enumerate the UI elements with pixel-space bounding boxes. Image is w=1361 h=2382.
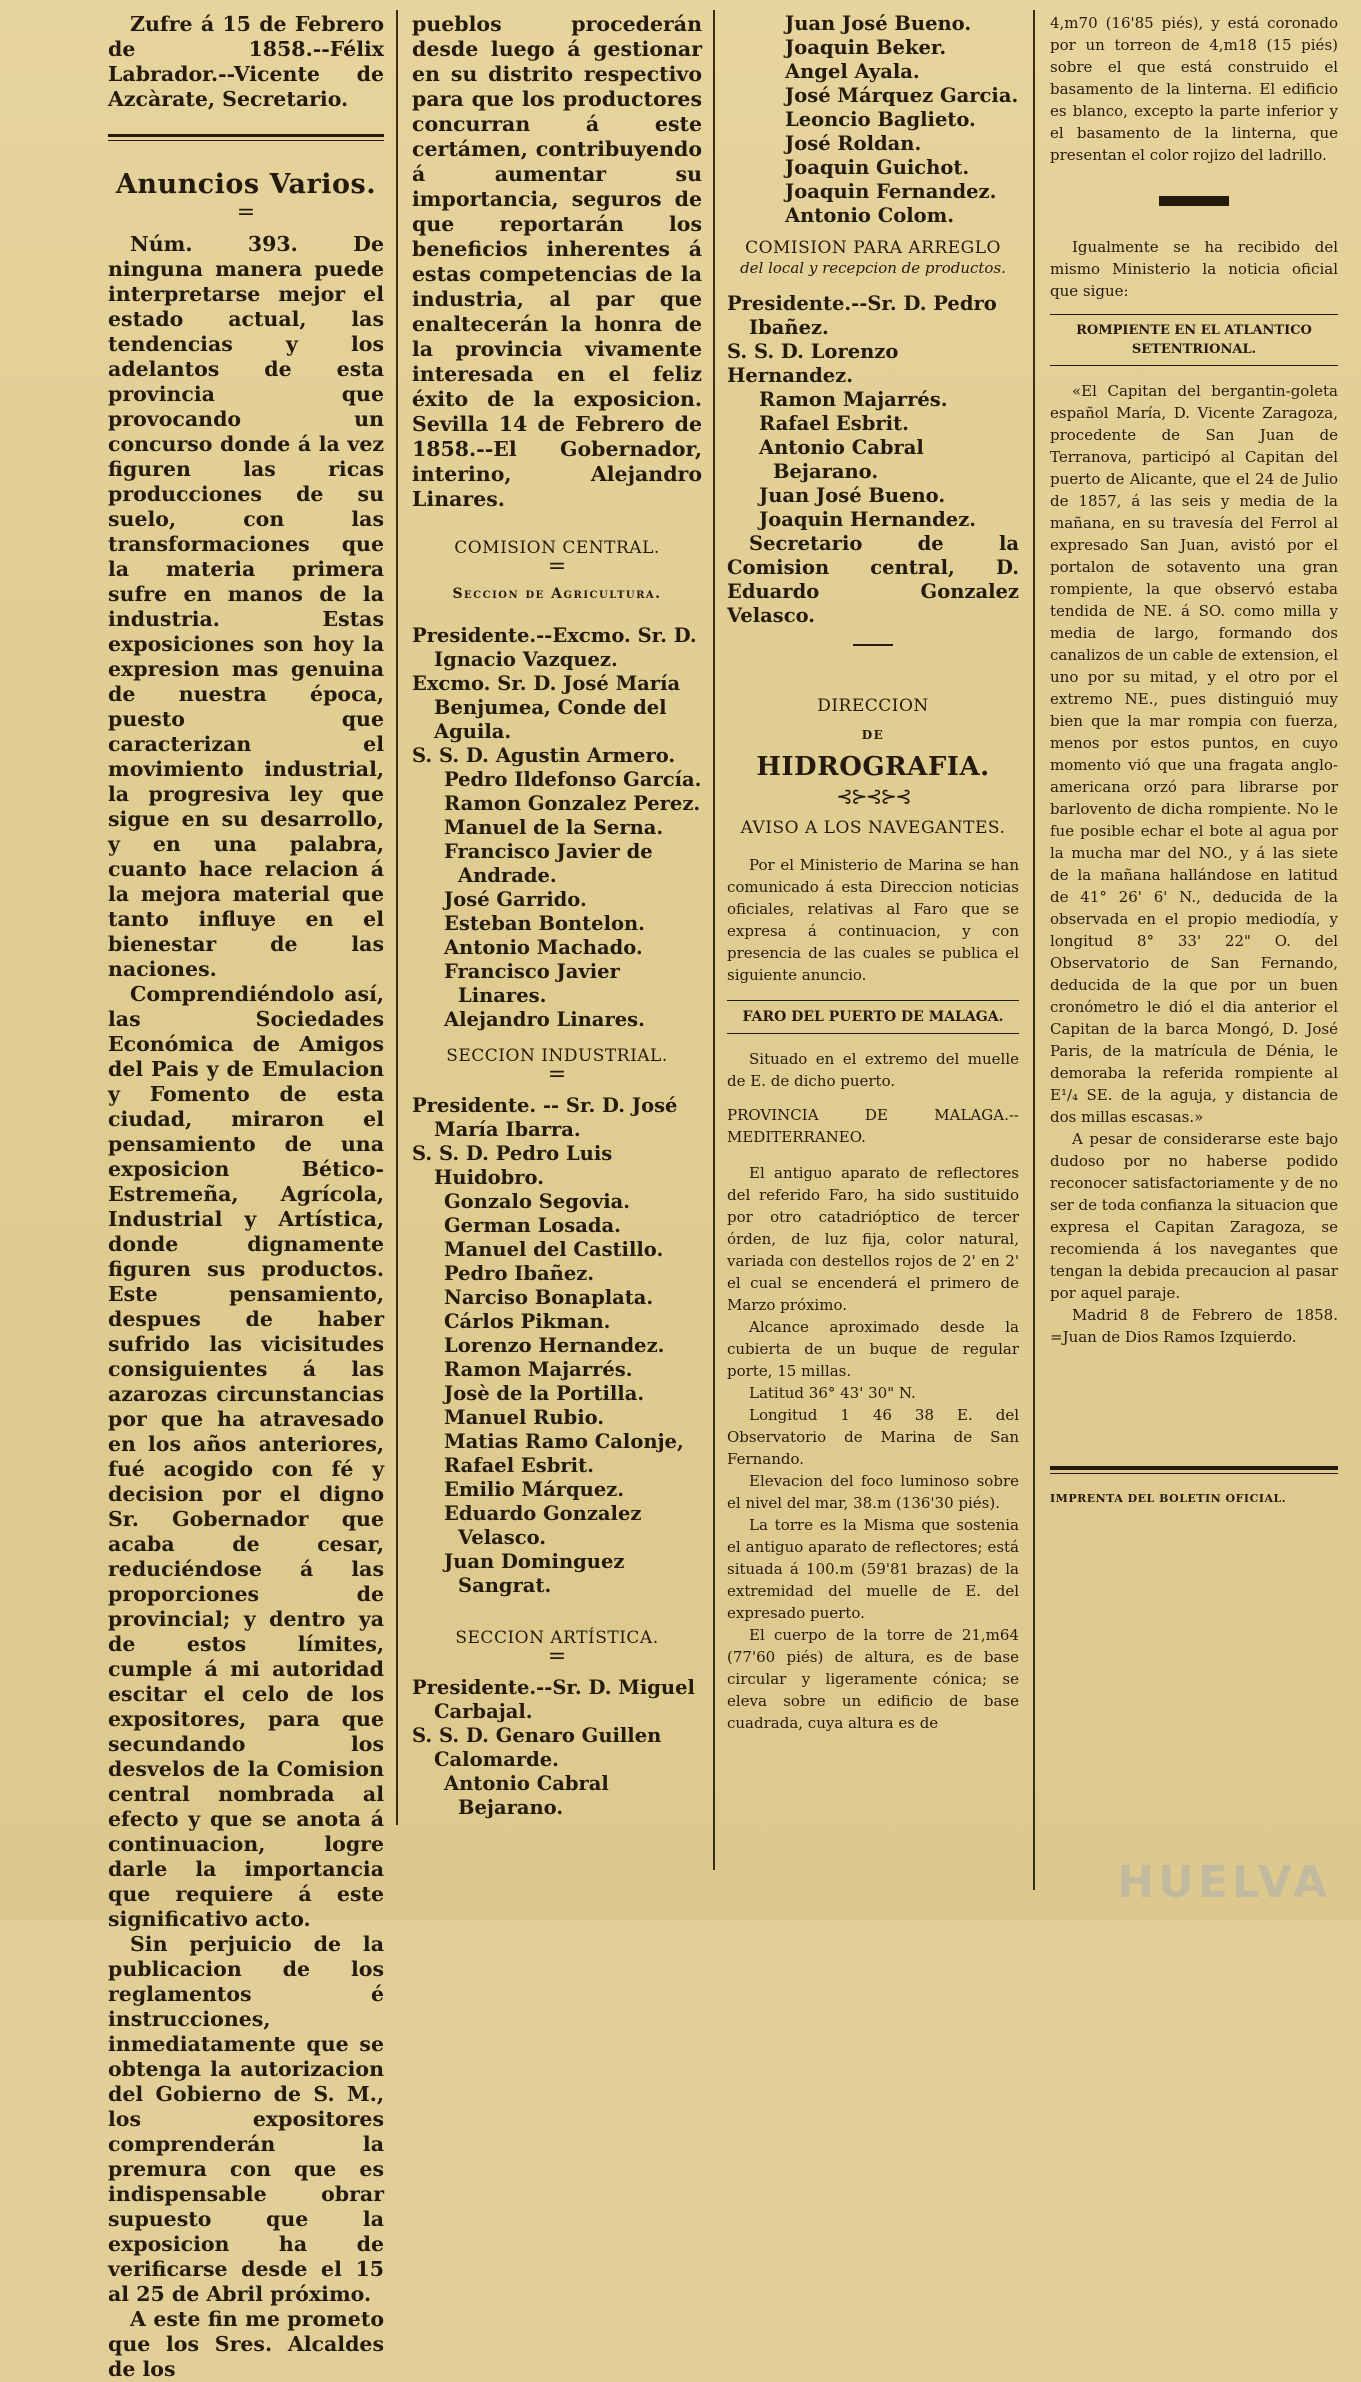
- list-item: Pedro Ildefonso García.: [444, 768, 702, 791]
- list-item: Ramon Majarrés.: [444, 1358, 633, 1381]
- divider: [727, 1033, 1019, 1034]
- list-item: Joaquin Guichot.: [785, 156, 970, 179]
- list-item: Gonzalo Segovia.: [444, 1190, 631, 1213]
- list-item: Eduardo Gonzalez Velasco.: [444, 1502, 642, 1549]
- agricultura-ssd: S. S. D. Agustin Armero.: [412, 744, 676, 767]
- divider: [108, 134, 384, 137]
- imprenta-line: IMPRENTA DEL BOLETIN OFICIAL.: [1050, 1492, 1287, 1505]
- list-item: Alejandro Linares.: [444, 1008, 645, 1031]
- industrial-members-list: [412, 1190, 702, 1598]
- arreglo-president: Presidente.--Sr. D. Pedro Ibañez.: [727, 292, 997, 339]
- faro-situado: Situado en el extremo del muelle de E. de dicho puerto.: [727, 1050, 1019, 1090]
- list-item: Joaquin Hernandez.: [759, 508, 977, 531]
- faro-alcance: Alcance aproximado desde la cubierta de un buque de regular porte, 15 millas.: [727, 1318, 1019, 1380]
- industrial-president: Presidente. -- Sr. D. José María Ibarra.: [412, 1094, 678, 1141]
- artistica-president: Presidente.--Sr. D. Miguel Carbajal.: [412, 1676, 695, 1723]
- list-item: Matias Ramo Calonje,: [444, 1430, 684, 1453]
- divider: [1050, 365, 1338, 366]
- list-item: Francisco Javier de Andrade.: [444, 840, 653, 887]
- list-item: Pedro Ibañez.: [444, 1262, 595, 1285]
- list-item: Lorenzo Hernandez.: [444, 1334, 665, 1357]
- list-item: Manuel Rubio.: [444, 1406, 605, 1429]
- divider: [1050, 314, 1338, 315]
- footer-rule-thin: [1050, 1473, 1338, 1474]
- short-rule: [853, 644, 893, 646]
- list-item: Manuel de la Serna.: [444, 816, 664, 839]
- aviso-title: AVISO A LOS NAVEGANTES.: [740, 818, 1006, 838]
- list-item: Cárlos Pikman.: [444, 1310, 611, 1333]
- anuncio-paragraph-2: Comprendiéndolo así, las Sociedades Económica de Amigos del Pais y de Emulacion y Fomento de esta ciudad, miraron el pensamiento de una exposicion Bético-Estremeña, Agrícola, Industrial y Artística, donde dignamente figuren sus productos. Este pensamiento, despues de haber sufrido las vicisitudes consiguientes á las azarozas circunstancias por que ha atravesado en los años anteriores, fué acogido con fé y decision por el digno Sr. Gobernador que acaba de cesar, reduciéndose á las proporciones de provincial; y dentro ya de estos límites, cumple á mi autoridad escitar el celo de los expositores, para que secundando los desvelos de la Comision central nombrada al efecto y que se anota á continuacion, logre darle la importancia que requiere á este significativo acto.: [108, 982, 384, 1931]
- comision-arreglo-subtitle: del local y recepcion de productos.: [740, 259, 1006, 277]
- faro-cuerpo: El cuerpo de la torre de 21,m64 (77'60 piés) de altura, es de base circular y ligeramente cónica; se eleva sobre un edificio de base cuadrada, cuya altura es de: [727, 1626, 1019, 1732]
- list-item: Joaquin Fernandez.: [785, 180, 997, 203]
- archive-watermark: [1061, 1852, 1331, 1912]
- agricultura-president: Presidente.--Excmo. Sr. D. Ignacio Vazquez.: [412, 624, 697, 671]
- aviso-intro: Por el Ministerio de Marina se han comunicado á esta Direccion noticias oficiales, relativas al Faro que se expresa á continuacion, y con presencia de las cuales se publica el siguiente anuncio.: [727, 856, 1019, 984]
- faro-torre: La torre es la Misma que sostenia el antiguo aparato de reflectores; está situada á 100.m (59'81 brazas) de la extremidad del muelle de E. del expresado puerto.: [727, 1516, 1019, 1622]
- madrid-signature: Madrid 8 de Febrero de 1858. =Juan de Dios Ramos Izquierdo.: [1050, 1306, 1338, 1346]
- hidrografia-title: HIDROGRAFIA.: [756, 752, 990, 782]
- faro-title: FARO DEL PUERTO DE MALAGA.: [742, 1009, 1004, 1025]
- column-4: [1050, 12, 1338, 1505]
- list-item: Antonio Machado.: [444, 936, 643, 959]
- list-item: Ramon Gonzalez Perez.: [444, 792, 701, 815]
- list-item: José Márquez Garcia.: [785, 84, 1019, 107]
- list-item: German Losada.: [444, 1214, 621, 1237]
- column-rule-1: [396, 10, 398, 1825]
- comision-central-title: COMISION CENTRAL.: [454, 538, 660, 558]
- column-rule-2: [713, 10, 715, 1870]
- agricultura-members-list: [412, 768, 702, 1032]
- list-item: José Garrido.: [444, 888, 587, 911]
- double-rule: =: [547, 1062, 567, 1087]
- watermark-text: HUELVA: [1117, 1857, 1331, 1908]
- agricultura-member-conde: Excmo. Sr. D. José María Benjumea, Conde del Aguila.: [412, 672, 681, 743]
- arreglo-members-list: [727, 388, 1019, 532]
- comision-arreglo-title: COMISION PARA ARREGLO: [745, 238, 1001, 258]
- igualmente-note: Igualmente se ha recibido del mismo Ministerio la noticia oficial que sigue:: [1050, 238, 1338, 300]
- list-item: Narciso Bonaplata.: [444, 1286, 654, 1309]
- list-item: Antonio Colom.: [785, 204, 955, 227]
- anuncio-paragraph-continued: pueblos procederán desde luego á gestionar en su distrito respectivo para que los productores concurran á este certámen, contribuyendo á aumentar su importancia, seguros de que reportarán los beneficios inherentes á estas competencias de la industria, al par que enaltecerán la honra de la provincia vivamente interesada en el feliz éxito de la exposicion. Sevilla 14 de Febrero de 1858.--El Gobernador, interino, Alejandro Linares.: [412, 12, 702, 511]
- list-item: Rafael Esbrit.: [444, 1454, 594, 1477]
- column-rule-3: [1033, 10, 1035, 1890]
- arreglo-secretario: Secretario de la Comision central, D. Eduardo Gonzalez Velasco.: [727, 532, 1019, 627]
- column-3: [727, 12, 1019, 1734]
- artistica-members-list: [727, 12, 1019, 228]
- footer-rule: [1050, 1466, 1338, 1470]
- arreglo-ssd: S. S. D. Lorenzo Hernandez.: [727, 340, 899, 387]
- column-2: [412, 12, 702, 1820]
- ornament-icon: ⊰⊱⊰⊱⊰: [836, 784, 910, 808]
- list-item: Josè de la Portilla.: [444, 1382, 645, 1405]
- anuncio-paragraph-4: A este fin me prometo que los Sres. Alcaldes de los: [108, 2307, 384, 2381]
- zufre-signature: Zufre á 15 de Febrero de 1858.--Félix Labrador.--Vicente de Azcàrate, Secretario.: [108, 12, 384, 111]
- list-item: Esteban Bontelon.: [444, 912, 645, 935]
- seccion-agricultura-title: Seccion de Agricultura.: [452, 586, 662, 602]
- faro-paragraph-1: El antiguo aparato de reflectores del referido Faro, ha sido sustituido por otro catadrióptico de tercer órden, de luz fija, color natural, variada con destellos rojos de 2' en 2' el cual se encenderá el primero de Marzo próximo.: [727, 1164, 1019, 1314]
- artistica-ssd: S. S. D. Genaro Guillen Calomarde.: [412, 1724, 662, 1771]
- rompiente-paragraph-2: A pesar de considerarse este bajo dudoso por no haberse podido reconocer satisfactoriamente y de no ser de toda confianza la situacion que expresa el Capitan Zaragoza, se recomienda á los navegantes que tengan la debida precaucion al pasar por aquel paraje.: [1050, 1130, 1338, 1302]
- list-item: Antonio Cabral Bejarano.: [444, 1772, 609, 1819]
- list-item: Leoncio Baglieto.: [785, 108, 976, 131]
- anuncio-paragraph-1: Núm. 393. De ninguna manera puede interpretarse mejor el estado actual, las tendencias y los adelantos de esta provincia que provocando un concurso donde á la vez figuren las ricas producciones de su suelo, con las transformaciones que la materia primera sufre en manos de la industria. Estas exposiciones son hoy la expresion mas genuina de nuestra época, puesto que caracterizan el movimiento industrial, la progresiva ley que sigue en su desarrollo, y en una palabra, cuanto hace relacion á la mejora material que tanto influye en el bienestar de las naciones.: [108, 232, 384, 981]
- section-bar: [1159, 196, 1229, 206]
- anuncio-paragraph-3: Sin perjuicio de la publicacion de los reglamentos é instrucciones, inmediatamente que se obtenga la autorizacion del Gobierno de S. M., los expositores comprenderán la premura con que es indispensable obrar supuesto que la exposicion ha de verificarse desde el 15 al 25 de Abril próximo.: [108, 1932, 384, 2306]
- column-1: [108, 12, 384, 2382]
- direccion-title: DIRECCION: [817, 696, 929, 716]
- faro-elevacion: Elevacion del foco luminoso sobre el nivel del mar, 38.m (136'30 piés).: [727, 1472, 1019, 1512]
- direccion-de: DE: [861, 728, 885, 742]
- list-item: Rafael Esbrit.: [759, 412, 909, 435]
- seccion-industrial-title: SECCION INDUSTRIAL.: [446, 1046, 668, 1066]
- seccion-artistica-title: SECCION ARTÍSTICA.: [455, 1628, 659, 1648]
- divider-thin: [108, 140, 384, 141]
- list-item: Ramon Majarrés.: [759, 388, 948, 411]
- list-item: Juan José Bueno.: [759, 484, 946, 507]
- faro-continued: 4,m70 (16'85 piés), y está coronado por un torreon de 4,m18 (15 piés) sobre el que está construido el basamento de la linterna. El edificio es blanco, excepto la parte inferior y el basamento de la linterna, que presentan el color rojizo del ladrillo.: [1050, 14, 1338, 164]
- list-item: Manuel del Castillo.: [444, 1238, 664, 1261]
- rompiente-title: ROMPIENTE EN EL ATLANTICO SETENTRIONAL.: [1076, 323, 1312, 357]
- double-rule: =: [236, 200, 256, 225]
- faro-latitud: Latitud 36° 43' 30" N.: [749, 1384, 916, 1402]
- divider: [727, 1000, 1019, 1001]
- industrial-ssd: S. S. D. Pedro Luis Huidobro.: [412, 1142, 613, 1189]
- double-rule: =: [547, 1644, 567, 1669]
- section-title-anuncios: Anuncios Varios.: [115, 169, 377, 200]
- provincia-title: PROVINCIA DE MALAGA.--MEDITERRANEO.: [727, 1106, 1019, 1146]
- rompiente-paragraph-1: «El Capitan del bergantin-goleta español María, D. Vicente Zaragoza, procedente de San Juan de Terranova, participó al Capitan del puerto de Alicante, que el 24 de Julio de 1857, á las seis y media de la mañana, en su travesía del Ferrol al expresado San Juan, avistó por el portalon de sotavento una gran rompiente, la que observó estaba tendida de NE. á SO. como milla y media de largo, formando dos canalizos de un cable de extension, el uno por su mitad, y el otro por el extremo NE., pues distinguió muy bien que la mar rompia con fuerza, menos por estos puntos, en cuyo momento vió que una fragata anglo-americana orzó para librarse por barlovento de dicha rompiente. No le fue posible echar el bote al agua por la mucha mar del NO., y á las siete de la mañana hallándose en latitud de 41° 26' 6' N., deducida de la observada en el propio mediodía, y longitud 8° 33' 22" O. del Observatorio de San Fernando, deducida de la que por un buen cronómetro le dió el dia anterior el Capitan de la barca Mongó, D. José Paris, de la matrícula de Dénia, le demoraba la referida rompiente al E¹/₄ SE. de la aguja, y distancia de dos millas escasas.»: [1050, 382, 1338, 1126]
- list-item: Emilio Márquez.: [444, 1478, 625, 1501]
- list-item: Joaquin Beker.: [785, 36, 947, 59]
- list-item: Juan Dominguez Sangrat.: [444, 1550, 625, 1597]
- list-item: José Roldan.: [785, 132, 922, 155]
- list-item: Angel Ayala.: [785, 60, 920, 83]
- list-item: Juan José Bueno.: [785, 12, 972, 35]
- faro-longitud: Longitud 1 46 38 E. del Observatorio de Marina de San Fernando.: [727, 1406, 1019, 1468]
- list-item: Antonio Cabral Bejarano.: [759, 436, 924, 483]
- list-item: Francisco Javier Linares.: [444, 960, 620, 1007]
- double-rule: =: [547, 554, 567, 579]
